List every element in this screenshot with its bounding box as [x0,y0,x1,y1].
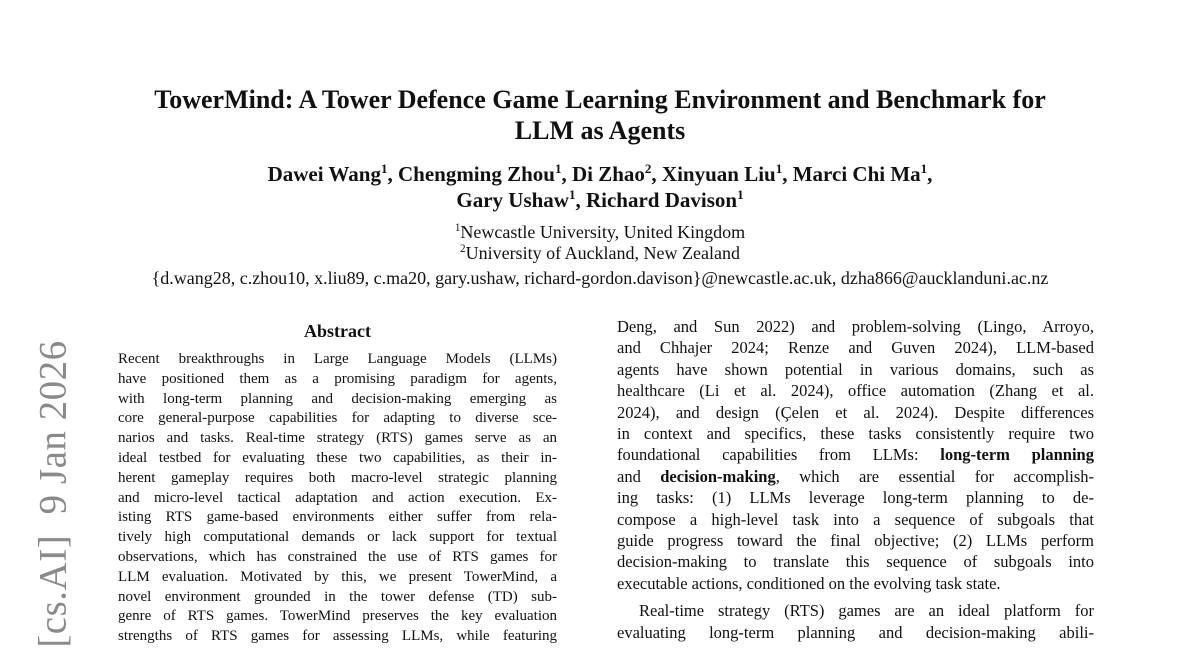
text-run: and micro-level tactical adaptation and action execution. Ex- [118,489,557,506]
left-column [118,320,557,647]
text-run: , Xinyuan Liu [651,162,776,186]
text-run: compose a high-level task into a sequence of subgoals that [617,509,1094,529]
affiliations [0,222,1200,264]
superscript: 1 [454,222,461,234]
text-line [617,444,1094,465]
arxiv-watermark: [cs.AI] 9 Jan 2026 [31,340,75,648]
text-run: narios and tasks. Real-time strategy (RTS) games serve as an [118,430,557,447]
text-run: in context and specifics, these tasks consistently require two [617,424,1094,444]
text-line [0,84,1200,115]
text-line [118,390,557,410]
text-line [118,508,557,528]
intro-paragraph-2 [617,600,1094,643]
text-line [617,402,1094,423]
superscript: 1 [380,161,388,176]
text-run: guide progress toward the final objective; (2) LLMs perform [617,531,1094,551]
text-run: isting RTS game-based environments either suffer from rela- [118,509,557,526]
superscript: 2 [644,161,652,176]
text-line [118,370,557,390]
text-run: foundational capabilities from LLMs: [617,445,941,465]
text-run: , which are essential for accomplish- [775,466,1094,486]
text-line [0,222,1200,243]
abstract-text [118,350,557,647]
text-line [617,573,1094,594]
intro-paragraph-1 [617,316,1094,594]
paper-title [0,84,1200,146]
text-run: agents have shown potential in various domains, such as [617,359,1094,379]
text-line [617,509,1094,530]
text-run: TowerMind: A Tower Defence Game Learning Environment and Benchmark for [154,85,1046,114]
text-run: genre of RTS games. TowerMind preserves the key evaluation [118,608,557,625]
text-line [118,607,557,627]
text-line [118,548,557,568]
text-line [0,115,1200,146]
text-line [617,487,1094,508]
text-run: healthcare (Li et al. 2024), office automation (Zhang et al. [617,381,1094,401]
text-run: decision-making [660,466,776,486]
text-run: , Marci Chi Ma [782,162,921,186]
text-run: Gary Ushaw [456,188,569,212]
text-run: Real-time strategy (RTS) games are an ideal platform for [639,601,1094,621]
text-run: observations, which has constrained the use of RTS games for [118,548,557,565]
text-run: 2024), and design (Çelen et al. 2024). Despite differences [617,402,1094,422]
text-run: with long-term planning and decision-making emerging as [118,390,557,407]
text-line [617,316,1094,337]
text-run: University of Auckland, New Zealand [465,243,740,263]
text-run: , [927,162,933,186]
text-run: evaluating long-term planning and decision-making abili- [617,622,1094,642]
text-line [617,600,1094,621]
superscript: 1 [554,161,562,176]
text-run: decision-making to translate this sequence of subgoals into [617,552,1094,572]
text-run: strengths of RTS games for assessing LLMs, while featuring [118,628,557,645]
text-run: and Chhajer 2024; Renze and Guven 2024), LLM-based [617,338,1094,358]
text-line [617,359,1094,380]
text-run: core general-purpose capabilities for adapting to diverse sce- [118,410,557,427]
superscript: 1 [737,187,744,202]
text-run: long-term planning [940,445,1094,465]
text-run: executable actions, conditioned on the evolving task state. [617,573,1001,593]
text-line [617,622,1094,643]
text-line [118,489,557,509]
text-run: LLM evaluation. Motivated by this, we present TowerMind, a [118,568,557,585]
text-line [617,530,1094,551]
superscript: 1 [920,161,928,176]
text-run: LLM as Agents [514,116,686,145]
author-line [0,161,1200,213]
abstract-heading: Abstract [304,321,371,341]
right-column [617,316,1094,643]
text-line [118,528,557,548]
paper-header [0,0,1200,289]
text-line [617,337,1094,358]
text-line [617,466,1094,487]
text-line [617,551,1094,572]
text-run: , Richard Davison [575,188,738,212]
text-run: Deng, and Sun 2022) and problem-solving (Lingo, Arroyo, [617,317,1094,336]
text-line [118,568,557,588]
text-line [118,449,557,469]
text-line [617,423,1094,444]
text-line [118,350,557,370]
superscript: 2 [460,243,466,255]
superscript: 1 [568,187,576,202]
text-run: Dawei Wang [267,162,381,186]
text-line [0,161,1200,187]
text-line [118,409,557,429]
text-line [118,588,557,608]
text-run: tively high computational demands or lack support for textual [118,529,557,546]
text-run: herent gameplay requires both macro-level strategic planning [118,469,557,486]
text-run: Recent breakthroughs in Large Language Models (LLMs) [118,351,557,367]
text-line [0,187,1200,213]
text-run: and [617,466,661,486]
text-line [118,429,557,449]
text-line [617,380,1094,401]
text-run: ideal testbed for evaluating these two capabilities, as their in- [118,449,557,466]
text-run: Newcastle University, United Kingdom [460,222,746,242]
text-line [0,243,1200,264]
superscript: 1 [775,161,783,176]
text-run: have positioned them as a promising paradigm for agents, [118,370,557,387]
text-run: , Chengming Zhou [387,162,555,186]
text-run: , Di Zhao [561,162,645,186]
email-line: {d.wang28, c.zhou10, x.liu89, c.ma20, gary.ushaw, richard-gordon.davison}@newcastle.ac.uk, dzha866@aucklanduni.ac.nz [151,268,1049,288]
text-line [118,627,557,647]
text-run: novel environment grounded in the tower defense (TD) sub- [118,588,557,605]
text-line [118,469,557,489]
text-run: ing tasks: (1) LLMs leverage long-term planning to de- [617,488,1094,508]
